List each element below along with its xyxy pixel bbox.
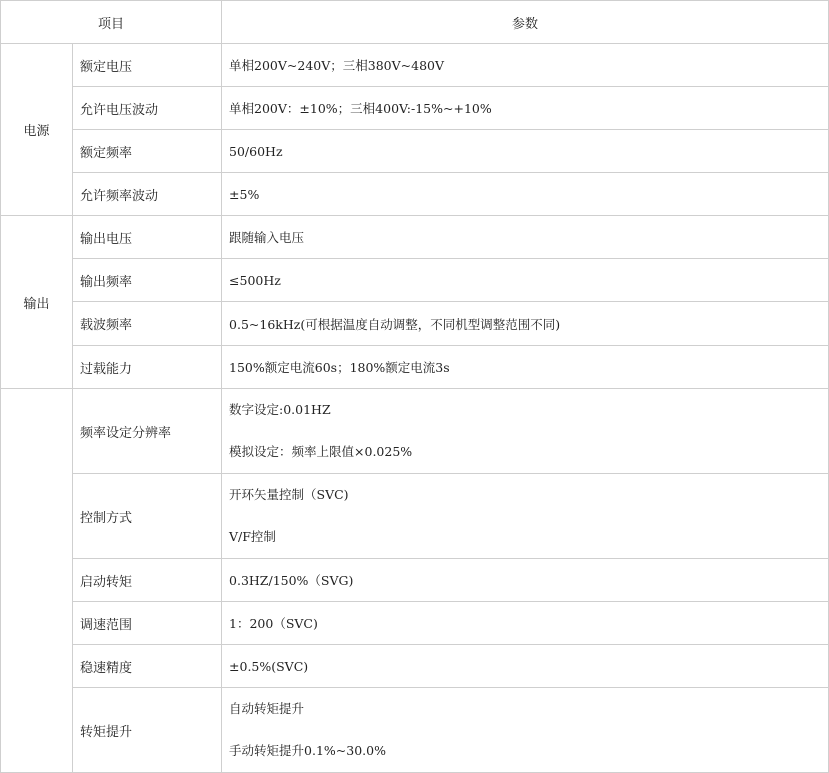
table-row bbox=[1, 130, 829, 173]
header-row bbox=[1, 1, 829, 44]
row-label: 调速范围 bbox=[73, 602, 222, 645]
table-row bbox=[1, 346, 829, 389]
row-label: 频率设定分辨率 bbox=[73, 389, 222, 474]
group-label-output: 输出 bbox=[1, 216, 73, 389]
row-value: 跟随输入电压 bbox=[222, 216, 829, 259]
table-row bbox=[1, 559, 829, 602]
value-line: 开环矢量控制（SVC) bbox=[229, 487, 349, 502]
value-line: 手动转矩提升0.1%~30.0% bbox=[229, 743, 386, 758]
row-value bbox=[222, 688, 829, 773]
value-line: 数字设定:0.01HZ bbox=[229, 402, 331, 417]
row-label: 输出电压 bbox=[73, 216, 222, 259]
table-row bbox=[1, 688, 829, 773]
table-row bbox=[1, 173, 829, 216]
row-label: 载波频率 bbox=[73, 302, 222, 346]
row-value: 单相200V~240V；三相380V~480V bbox=[222, 44, 829, 87]
table-row bbox=[1, 645, 829, 688]
row-value: 0.3HZ/150%（SVG) bbox=[222, 559, 829, 602]
table-row bbox=[1, 87, 829, 130]
value-line: 自动转矩提升 bbox=[229, 701, 305, 716]
header-item: 项目 bbox=[1, 1, 222, 44]
row-label: 控制方式 bbox=[73, 474, 222, 559]
row-value: ±5% bbox=[222, 173, 829, 216]
table-row bbox=[1, 602, 829, 645]
row-label: 输出频率 bbox=[73, 259, 222, 302]
row-value: 单相200V：±10%；三相400V:-15%~+10% bbox=[222, 87, 829, 130]
row-label: 转矩提升 bbox=[73, 688, 222, 773]
table-row bbox=[1, 216, 829, 259]
row-label: 允许电压波动 bbox=[73, 87, 222, 130]
row-value: ≤500Hz bbox=[222, 259, 829, 302]
group-label-power: 电源 bbox=[1, 44, 73, 216]
group-label-control bbox=[1, 389, 73, 773]
table-row bbox=[1, 389, 829, 474]
value-line: 模拟设定：频率上限值×0.025% bbox=[229, 444, 413, 459]
table-row bbox=[1, 302, 829, 346]
table-row bbox=[1, 44, 829, 87]
row-label: 额定频率 bbox=[73, 130, 222, 173]
row-label: 允许频率波动 bbox=[73, 173, 222, 216]
row-value bbox=[222, 474, 829, 559]
row-label: 额定电压 bbox=[73, 44, 222, 87]
row-value bbox=[222, 389, 829, 474]
row-value: 0.5~16kHz(可根据温度自动调整，不同机型调整范围不同) bbox=[222, 302, 829, 346]
table-row bbox=[1, 474, 829, 559]
row-value: 1：200（SVC) bbox=[222, 602, 829, 645]
table-row bbox=[1, 259, 829, 302]
header-param: 参数 bbox=[222, 1, 829, 44]
row-value: 150%额定电流60s；180%额定电流3s bbox=[222, 346, 829, 389]
row-label: 启动转矩 bbox=[73, 559, 222, 602]
row-label: 过载能力 bbox=[73, 346, 222, 389]
row-value: 50/60Hz bbox=[222, 130, 829, 173]
row-label: 稳速精度 bbox=[73, 645, 222, 688]
row-value: ±0.5%(SVC) bbox=[222, 645, 829, 688]
value-line: V/F控制 bbox=[229, 529, 276, 544]
